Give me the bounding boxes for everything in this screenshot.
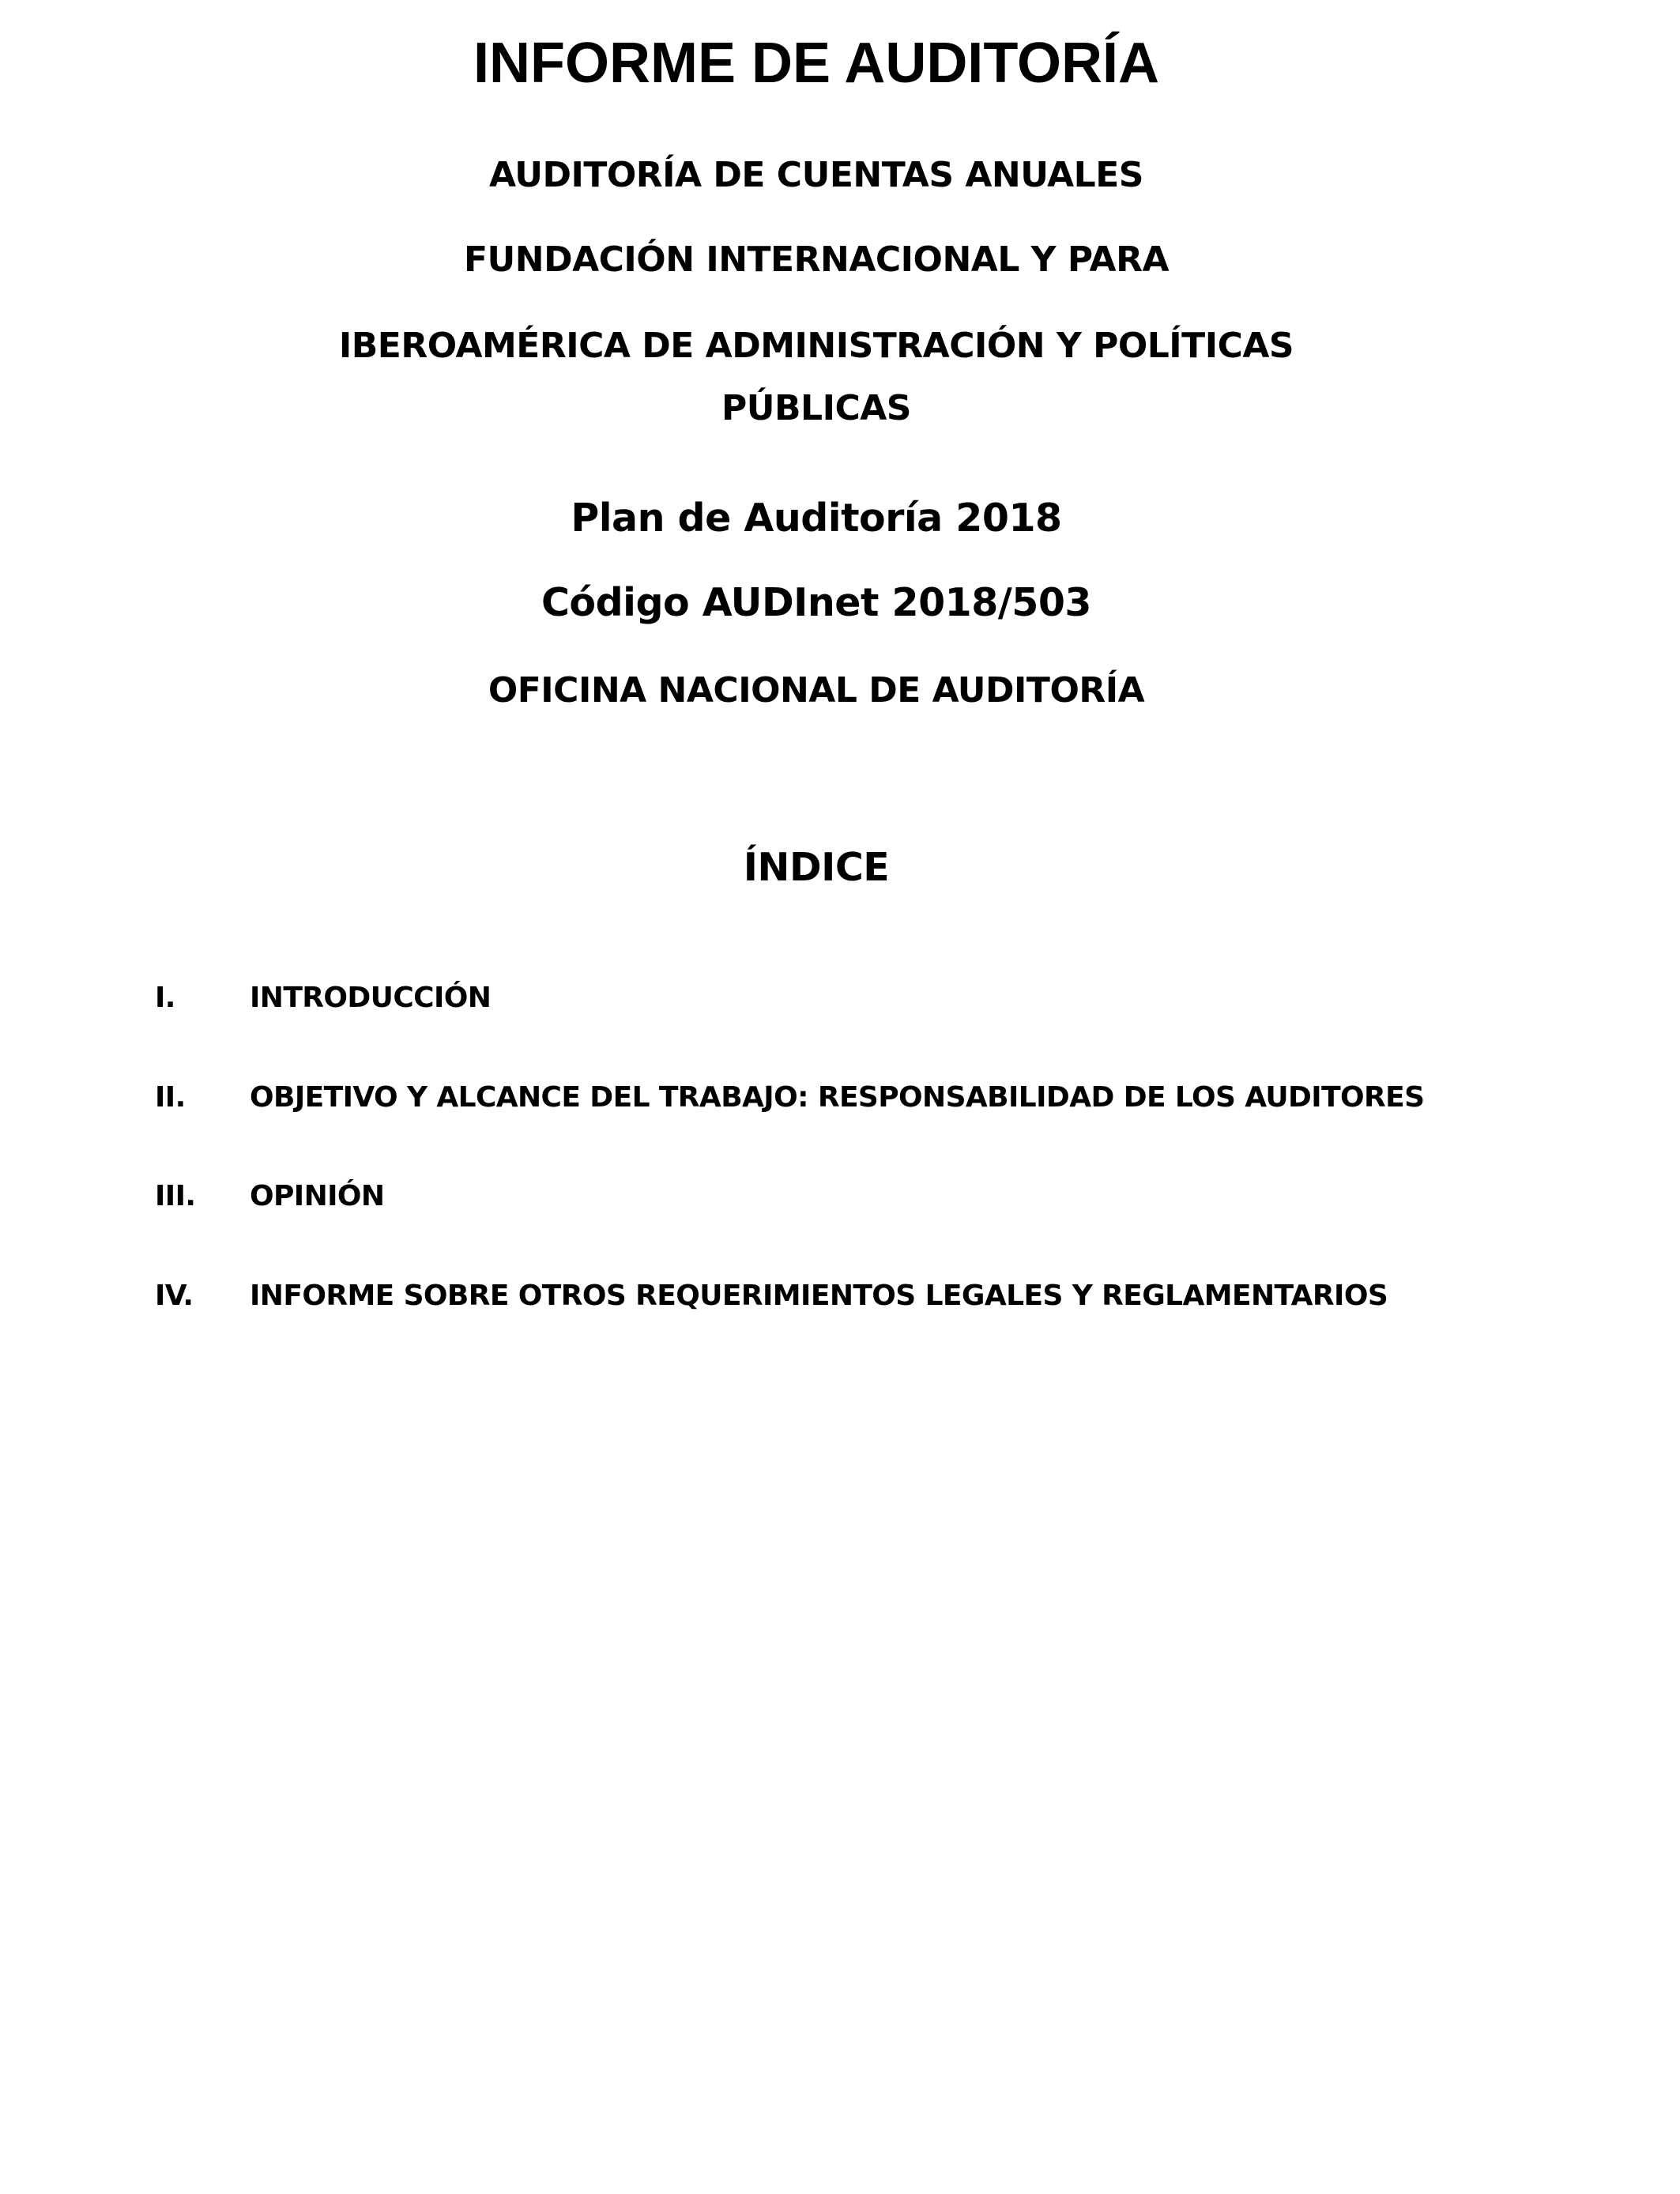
audit-code: Código AUDInet 2018/503 [541, 580, 1092, 625]
toc-item-number: II. [155, 1081, 186, 1114]
audit-office: OFICINA NACIONAL DE AUDITORÍA [488, 670, 1145, 711]
toc-item [155, 1080, 1425, 1115]
index-heading: ÍNDICE [743, 845, 890, 890]
subtitle-foundation-line-3: PÚBLICAS [721, 388, 911, 428]
report-title: INFORME DE AUDITORÍA [473, 32, 1159, 95]
toc-item-label: OBJETIVO Y ALCANCE DEL TRABAJO: RESPONSABILIDAD DE LOS AUDITORES [250, 1081, 1425, 1114]
toc-item-label: INTRODUCCIÓN [250, 982, 492, 1014]
toc-item [155, 1179, 384, 1214]
toc-item [155, 1279, 1388, 1314]
toc-item [155, 981, 491, 1016]
toc-item-number: I. [155, 982, 175, 1014]
subtitle-foundation-line-1: FUNDACIÓN INTERNACIONAL Y PARA [463, 239, 1170, 280]
toc-item-number: IV. [155, 1280, 194, 1312]
toc-item-number: III. [155, 1180, 196, 1212]
toc-item-label: OPINIÓN [250, 1180, 385, 1212]
subtitle-audit-type: AUDITORÍA DE CUENTAS ANUALES [489, 155, 1143, 195]
audit-plan: Plan de Auditoría 2018 [571, 496, 1062, 541]
subtitle-foundation-line-2: IBEROAMÉRICA DE ADMINISTRACIÓN Y POLÍTICAS [338, 326, 1294, 366]
toc-item-label: INFORME SOBRE OTROS REQUERIMIENTOS LEGALES Y REGLAMENTARIOS [250, 1280, 1388, 1312]
